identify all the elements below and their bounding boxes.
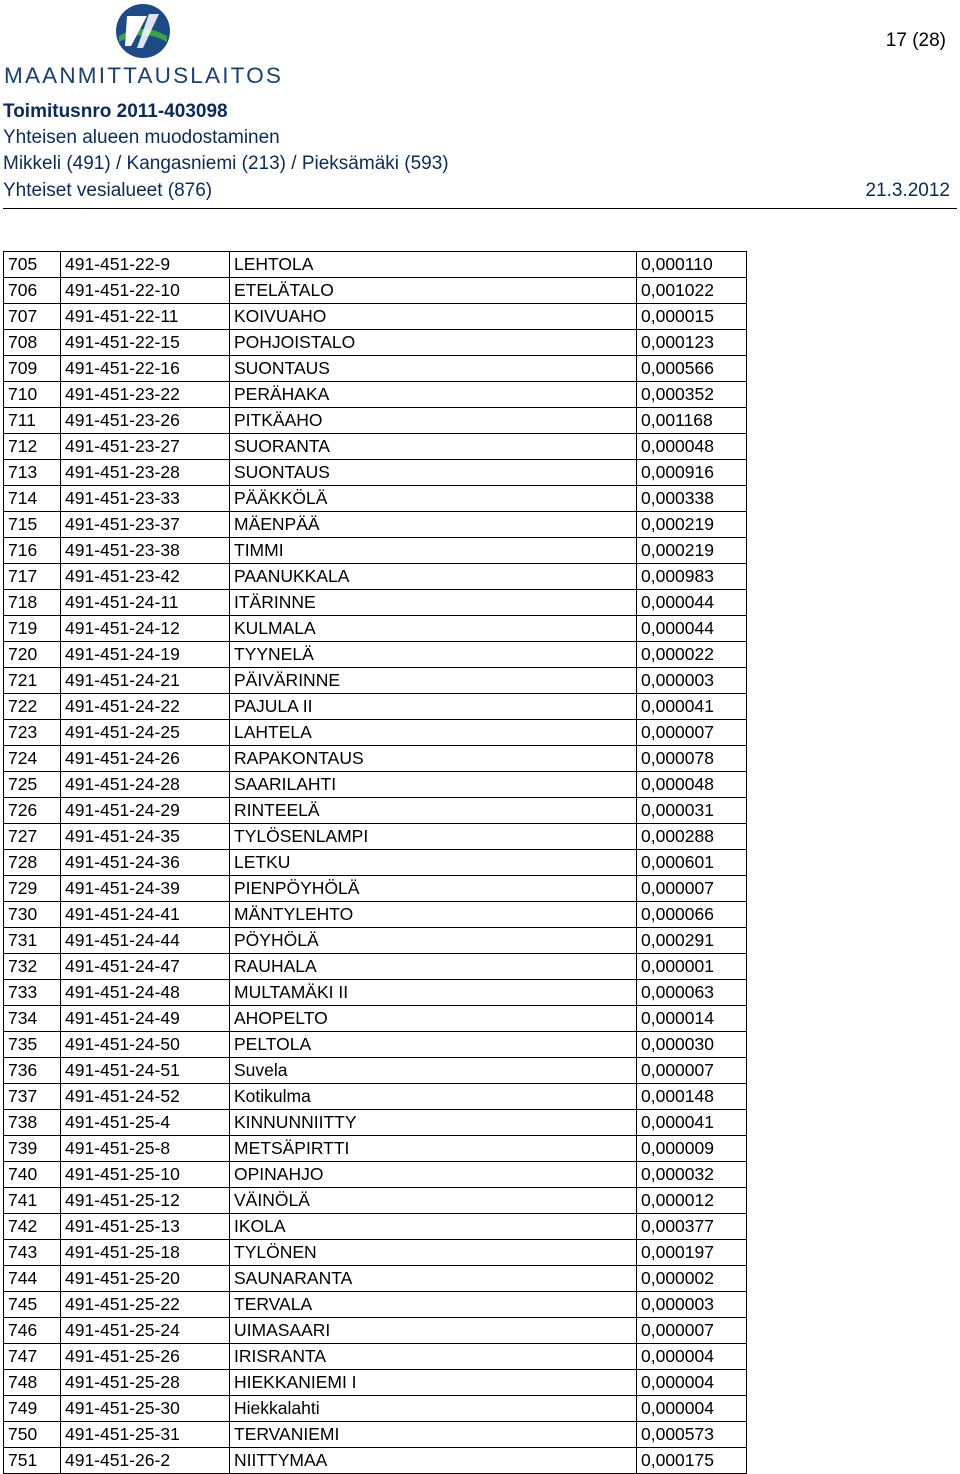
table-row bbox=[4, 1266, 747, 1292]
property-id: 491-451-25-8 bbox=[61, 1136, 230, 1162]
row-number: 742 bbox=[4, 1214, 61, 1240]
share-value: 0,000001 bbox=[637, 954, 747, 980]
row-number: 728 bbox=[4, 850, 61, 876]
table-row bbox=[4, 1162, 747, 1188]
share-value: 0,000291 bbox=[637, 928, 747, 954]
share-value: 0,000175 bbox=[637, 1448, 747, 1474]
table-row bbox=[4, 356, 747, 382]
page-number: 17 (28) bbox=[885, 30, 946, 51]
property-name: PAJULA II bbox=[230, 694, 637, 720]
property-name: MULTAMÄKI II bbox=[230, 980, 637, 1006]
property-id: 491-451-24-21 bbox=[61, 668, 230, 694]
property-name: PÄÄKKÖLÄ bbox=[230, 486, 637, 512]
table-row bbox=[4, 746, 747, 772]
property-name: METSÄPIRTTI bbox=[230, 1136, 637, 1162]
row-number: 714 bbox=[4, 486, 61, 512]
property-name: VÄINÖLÄ bbox=[230, 1188, 637, 1214]
row-number: 744 bbox=[4, 1266, 61, 1292]
table-row bbox=[4, 694, 747, 720]
share-value: 0,000041 bbox=[637, 694, 747, 720]
property-id: 491-451-23-28 bbox=[61, 460, 230, 486]
property-name: PAANUKKALA bbox=[230, 564, 637, 590]
property-name: TYYNELÄ bbox=[230, 642, 637, 668]
share-value: 0,000601 bbox=[637, 850, 747, 876]
table-row bbox=[4, 486, 747, 512]
row-number: 731 bbox=[4, 928, 61, 954]
row-number: 733 bbox=[4, 980, 61, 1006]
share-value: 0,000007 bbox=[637, 720, 747, 746]
property-id: 491-451-25-10 bbox=[61, 1162, 230, 1188]
share-table bbox=[3, 251, 747, 1474]
share-value: 0,000015 bbox=[637, 304, 747, 330]
share-value: 0,000219 bbox=[637, 538, 747, 564]
share-table-body bbox=[4, 252, 747, 1474]
property-name: AHOPELTO bbox=[230, 1006, 637, 1032]
share-value: 0,000041 bbox=[637, 1110, 747, 1136]
share-value: 0,000338 bbox=[637, 486, 747, 512]
logo-emblem-icon bbox=[113, 2, 173, 60]
share-value: 0,000022 bbox=[637, 642, 747, 668]
table-row bbox=[4, 798, 747, 824]
property-id: 491-451-24-48 bbox=[61, 980, 230, 1006]
table-row bbox=[4, 1110, 747, 1136]
property-name: LAHTELA bbox=[230, 720, 637, 746]
property-name: TYLÖNEN bbox=[230, 1240, 637, 1266]
row-number: 751 bbox=[4, 1448, 61, 1474]
table-row bbox=[4, 980, 747, 1006]
property-id: 491-451-24-12 bbox=[61, 616, 230, 642]
property-name: SUORANTA bbox=[230, 434, 637, 460]
table-row bbox=[4, 1188, 747, 1214]
share-value: 0,000377 bbox=[637, 1214, 747, 1240]
property-id: 491-451-25-30 bbox=[61, 1396, 230, 1422]
property-name: Kotikulma bbox=[230, 1084, 637, 1110]
table-row bbox=[4, 538, 747, 564]
row-number: 705 bbox=[4, 252, 61, 278]
share-value: 0,000066 bbox=[637, 902, 747, 928]
table-row bbox=[4, 1448, 747, 1474]
property-name: RINTEELÄ bbox=[230, 798, 637, 824]
table-row bbox=[4, 616, 747, 642]
procedure-title: Yhteisen alueen muodostaminen bbox=[3, 127, 280, 148]
property-id: 491-451-24-41 bbox=[61, 902, 230, 928]
property-id: 491-451-24-49 bbox=[61, 1006, 230, 1032]
share-value: 0,000573 bbox=[637, 1422, 747, 1448]
table-row bbox=[4, 1136, 747, 1162]
property-name: TYLÖSENLAMPI bbox=[230, 824, 637, 850]
row-number: 741 bbox=[4, 1188, 61, 1214]
share-value: 0,000110 bbox=[637, 252, 747, 278]
row-number: 748 bbox=[4, 1370, 61, 1396]
table-row bbox=[4, 1292, 747, 1318]
row-number: 709 bbox=[4, 356, 61, 382]
row-number: 730 bbox=[4, 902, 61, 928]
property-id: 491-451-24-25 bbox=[61, 720, 230, 746]
share-value: 0,000007 bbox=[637, 1058, 747, 1084]
property-id: 491-451-25-28 bbox=[61, 1370, 230, 1396]
property-id: 491-451-25-22 bbox=[61, 1292, 230, 1318]
row-number: 722 bbox=[4, 694, 61, 720]
property-name: SUONTAUS bbox=[230, 460, 637, 486]
row-number: 712 bbox=[4, 434, 61, 460]
property-id: 491-451-22-15 bbox=[61, 330, 230, 356]
property-id: 491-451-24-28 bbox=[61, 772, 230, 798]
row-number: 715 bbox=[4, 512, 61, 538]
table-row bbox=[4, 1032, 747, 1058]
table-row bbox=[4, 1396, 747, 1422]
case-number: Toimitusnro 2011-403098 bbox=[3, 101, 228, 122]
table-row bbox=[4, 902, 747, 928]
row-number: 746 bbox=[4, 1318, 61, 1344]
property-name: SUONTAUS bbox=[230, 356, 637, 382]
property-name: MÄENPÄÄ bbox=[230, 512, 637, 538]
row-number: 708 bbox=[4, 330, 61, 356]
property-name: KULMALA bbox=[230, 616, 637, 642]
property-name: HIEKKANIEMI I bbox=[230, 1370, 637, 1396]
property-id: 491-451-24-47 bbox=[61, 954, 230, 980]
property-id: 491-451-23-42 bbox=[61, 564, 230, 590]
property-name: IKOLA bbox=[230, 1214, 637, 1240]
property-id: 491-451-24-50 bbox=[61, 1032, 230, 1058]
area-title: Yhteiset vesialueet (876) bbox=[3, 180, 213, 201]
share-value: 0,001168 bbox=[637, 408, 747, 434]
share-value: 0,000148 bbox=[637, 1084, 747, 1110]
property-id: 491-451-23-33 bbox=[61, 486, 230, 512]
property-name: PITKÄAHO bbox=[230, 408, 637, 434]
property-name: KINNUNNIITTY bbox=[230, 1110, 637, 1136]
share-value: 0,000916 bbox=[637, 460, 747, 486]
row-number: 750 bbox=[4, 1422, 61, 1448]
table-row bbox=[4, 408, 747, 434]
property-name: MÄNTYLEHTO bbox=[230, 902, 637, 928]
property-id: 491-451-24-39 bbox=[61, 876, 230, 902]
property-name: PÖYHÖLÄ bbox=[230, 928, 637, 954]
row-number: 734 bbox=[4, 1006, 61, 1032]
share-value: 0,000032 bbox=[637, 1162, 747, 1188]
share-value: 0,000078 bbox=[637, 746, 747, 772]
row-number: 747 bbox=[4, 1344, 61, 1370]
row-number: 739 bbox=[4, 1136, 61, 1162]
table-row bbox=[4, 1344, 747, 1370]
row-number: 706 bbox=[4, 278, 61, 304]
property-id: 491-451-24-22 bbox=[61, 694, 230, 720]
share-value: 0,000007 bbox=[637, 876, 747, 902]
property-id: 491-451-25-4 bbox=[61, 1110, 230, 1136]
row-number: 726 bbox=[4, 798, 61, 824]
share-value: 0,000288 bbox=[637, 824, 747, 850]
share-value: 0,000219 bbox=[637, 512, 747, 538]
property-name: POHJOISTALO bbox=[230, 330, 637, 356]
property-name: TIMMI bbox=[230, 538, 637, 564]
row-number: 745 bbox=[4, 1292, 61, 1318]
municipalities: Mikkeli (491) / Kangasniemi (213) / Pieksämäki (593) bbox=[3, 153, 449, 174]
row-number: 740 bbox=[4, 1162, 61, 1188]
property-id: 491-451-24-29 bbox=[61, 798, 230, 824]
table-row bbox=[4, 1058, 747, 1084]
property-name: RAUHALA bbox=[230, 954, 637, 980]
share-value: 0,000197 bbox=[637, 1240, 747, 1266]
property-id: 491-451-24-19 bbox=[61, 642, 230, 668]
share-value: 0,000004 bbox=[637, 1396, 747, 1422]
property-id: 491-451-23-37 bbox=[61, 512, 230, 538]
table-row bbox=[4, 720, 747, 746]
table-row bbox=[4, 1318, 747, 1344]
property-name: UIMASAARI bbox=[230, 1318, 637, 1344]
row-number: 718 bbox=[4, 590, 61, 616]
table-row bbox=[4, 824, 747, 850]
table-row bbox=[4, 850, 747, 876]
property-name: OPINAHJO bbox=[230, 1162, 637, 1188]
table-row bbox=[4, 928, 747, 954]
property-id: 491-451-24-52 bbox=[61, 1084, 230, 1110]
property-name: RAPAKONTAUS bbox=[230, 746, 637, 772]
property-name: PÄIVÄRINNE bbox=[230, 668, 637, 694]
property-id: 491-451-24-35 bbox=[61, 824, 230, 850]
organization-name: MAANMITTAUSLAITOS bbox=[4, 63, 284, 88]
property-id: 491-451-26-2 bbox=[61, 1448, 230, 1474]
property-id: 491-451-23-38 bbox=[61, 538, 230, 564]
share-value: 0,000566 bbox=[637, 356, 747, 382]
table-row bbox=[4, 1214, 747, 1240]
property-id: 491-451-22-16 bbox=[61, 356, 230, 382]
property-id: 491-451-22-10 bbox=[61, 278, 230, 304]
property-id: 491-451-24-36 bbox=[61, 850, 230, 876]
property-name: TERVALA bbox=[230, 1292, 637, 1318]
property-id: 491-451-24-51 bbox=[61, 1058, 230, 1084]
property-id: 491-451-25-31 bbox=[61, 1422, 230, 1448]
row-number: 725 bbox=[4, 772, 61, 798]
property-name: IRISRANTA bbox=[230, 1344, 637, 1370]
property-name: LEHTOLA bbox=[230, 252, 637, 278]
share-value: 0,000007 bbox=[637, 1318, 747, 1344]
document-date: 21.3.2012 bbox=[865, 180, 950, 201]
property-id: 491-451-25-13 bbox=[61, 1214, 230, 1240]
header-divider bbox=[3, 208, 957, 209]
row-number: 707 bbox=[4, 304, 61, 330]
property-name: Suvela bbox=[230, 1058, 637, 1084]
share-value: 0,000003 bbox=[637, 1292, 747, 1318]
table-row bbox=[4, 954, 747, 980]
share-value: 0,000014 bbox=[637, 1006, 747, 1032]
table-row bbox=[4, 1006, 747, 1032]
row-number: 711 bbox=[4, 408, 61, 434]
property-name: PERÄHAKA bbox=[230, 382, 637, 408]
share-value: 0,000009 bbox=[637, 1136, 747, 1162]
table-row bbox=[4, 564, 747, 590]
row-number: 743 bbox=[4, 1240, 61, 1266]
row-number: 724 bbox=[4, 746, 61, 772]
property-name: SAARILAHTI bbox=[230, 772, 637, 798]
property-name: PIENPÖYHÖLÄ bbox=[230, 876, 637, 902]
property-name: ITÄRINNE bbox=[230, 590, 637, 616]
share-value: 0,000003 bbox=[637, 668, 747, 694]
share-value: 0,000031 bbox=[637, 798, 747, 824]
table-row bbox=[4, 330, 747, 356]
share-value: 0,000002 bbox=[637, 1266, 747, 1292]
property-id: 491-451-22-9 bbox=[61, 252, 230, 278]
share-value: 0,000123 bbox=[637, 330, 747, 356]
share-value: 0,000063 bbox=[637, 980, 747, 1006]
row-number: 720 bbox=[4, 642, 61, 668]
property-name: KOIVUAHO bbox=[230, 304, 637, 330]
property-id: 491-451-24-26 bbox=[61, 746, 230, 772]
table-row bbox=[4, 1240, 747, 1266]
row-number: 719 bbox=[4, 616, 61, 642]
table-row bbox=[4, 278, 747, 304]
table-row bbox=[4, 252, 747, 278]
row-number: 737 bbox=[4, 1084, 61, 1110]
row-number: 736 bbox=[4, 1058, 61, 1084]
table-row bbox=[4, 876, 747, 902]
property-id: 491-451-24-44 bbox=[61, 928, 230, 954]
table-row bbox=[4, 1370, 747, 1396]
table-row bbox=[4, 1422, 747, 1448]
property-id: 491-451-25-12 bbox=[61, 1188, 230, 1214]
row-number: 735 bbox=[4, 1032, 61, 1058]
row-number: 738 bbox=[4, 1110, 61, 1136]
table-row bbox=[4, 590, 747, 616]
row-number: 716 bbox=[4, 538, 61, 564]
share-value: 0,000352 bbox=[637, 382, 747, 408]
row-number: 727 bbox=[4, 824, 61, 850]
property-id: 491-451-23-22 bbox=[61, 382, 230, 408]
share-value: 0,000004 bbox=[637, 1370, 747, 1396]
table-row bbox=[4, 668, 747, 694]
row-number: 723 bbox=[4, 720, 61, 746]
row-number: 749 bbox=[4, 1396, 61, 1422]
property-id: 491-451-22-11 bbox=[61, 304, 230, 330]
share-value: 0,000048 bbox=[637, 772, 747, 798]
table-row bbox=[4, 434, 747, 460]
share-value: 0,000048 bbox=[637, 434, 747, 460]
share-value: 0,000012 bbox=[637, 1188, 747, 1214]
property-name: SAUNARANTA bbox=[230, 1266, 637, 1292]
property-id: 491-451-24-11 bbox=[61, 590, 230, 616]
table-row bbox=[4, 304, 747, 330]
share-value: 0,000044 bbox=[637, 590, 747, 616]
property-name: PELTOLA bbox=[230, 1032, 637, 1058]
share-value: 0,001022 bbox=[637, 278, 747, 304]
property-name: ETELÄTALO bbox=[230, 278, 637, 304]
property-name: TERVANIEMI bbox=[230, 1422, 637, 1448]
table-row bbox=[4, 1084, 747, 1110]
property-id: 491-451-25-26 bbox=[61, 1344, 230, 1370]
property-id: 491-451-25-24 bbox=[61, 1318, 230, 1344]
property-name: LETKU bbox=[230, 850, 637, 876]
row-number: 717 bbox=[4, 564, 61, 590]
property-id: 491-451-25-20 bbox=[61, 1266, 230, 1292]
table-row bbox=[4, 460, 747, 486]
property-id: 491-451-23-26 bbox=[61, 408, 230, 434]
property-id: 491-451-23-27 bbox=[61, 434, 230, 460]
row-number: 729 bbox=[4, 876, 61, 902]
share-value: 0,000983 bbox=[637, 564, 747, 590]
property-name: Hiekkalahti bbox=[230, 1396, 637, 1422]
table-row bbox=[4, 382, 747, 408]
share-value: 0,000044 bbox=[637, 616, 747, 642]
organization-logo bbox=[0, 0, 290, 90]
share-value: 0,000030 bbox=[637, 1032, 747, 1058]
row-number: 710 bbox=[4, 382, 61, 408]
property-name: NIITTYMAA bbox=[230, 1448, 637, 1474]
row-number: 732 bbox=[4, 954, 61, 980]
table-row bbox=[4, 642, 747, 668]
table-row bbox=[4, 772, 747, 798]
row-number: 713 bbox=[4, 460, 61, 486]
row-number: 721 bbox=[4, 668, 61, 694]
share-value: 0,000004 bbox=[637, 1344, 747, 1370]
property-id: 491-451-25-18 bbox=[61, 1240, 230, 1266]
table-row bbox=[4, 512, 747, 538]
